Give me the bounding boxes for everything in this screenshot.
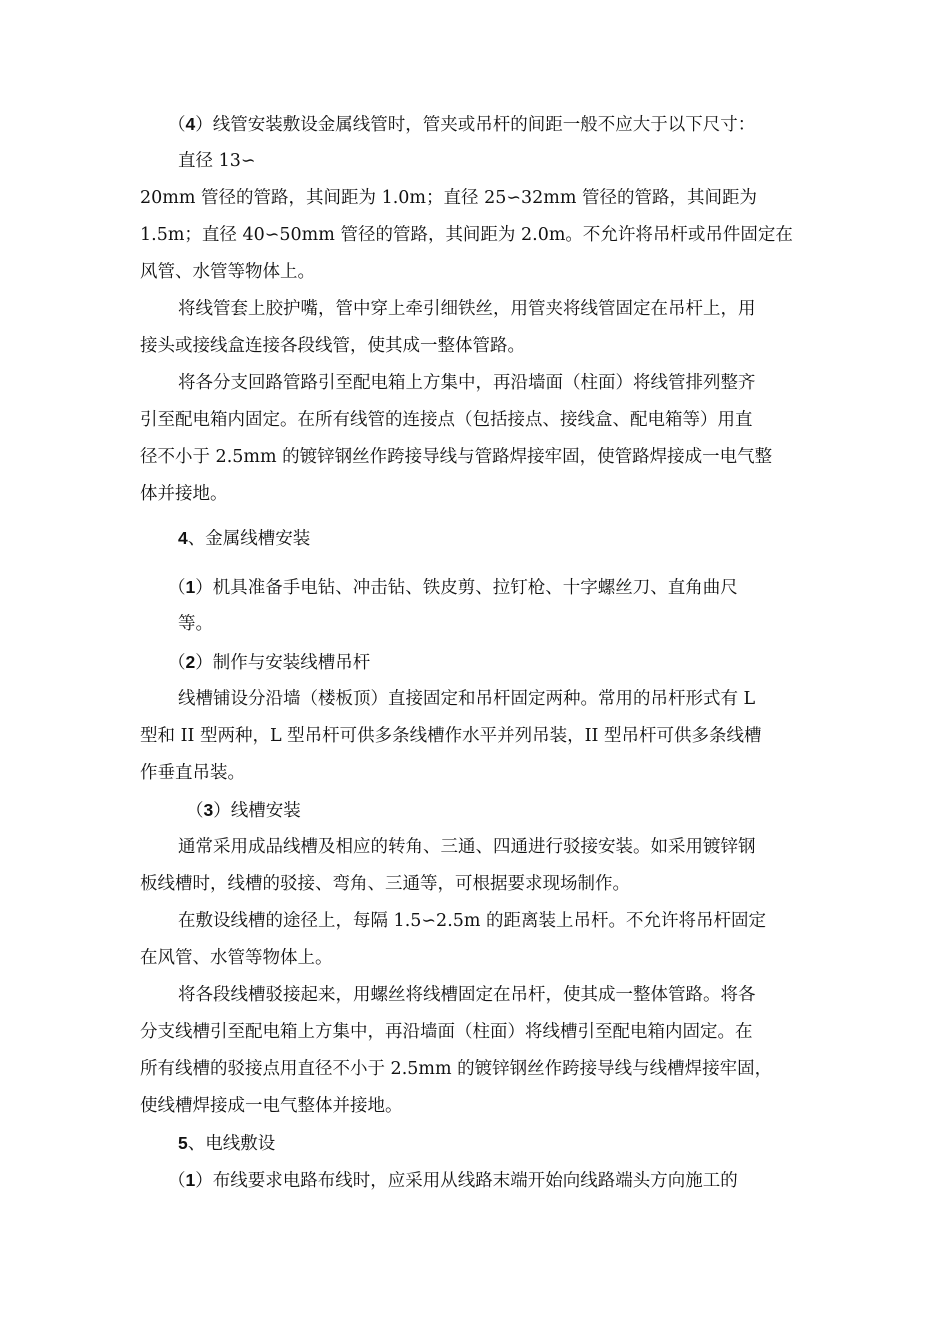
paragraph-line: 所有线槽的驳接点用直径不小于 2.5mm 的镀锌钢丝作跨接导线与线槽焊接牢固，	[140, 1059, 773, 1079]
item-number: 1	[185, 1170, 196, 1190]
item-4-heading	[168, 112, 755, 137]
paragraph-line: 接头或接线盒连接各段线管，使其成一整体管路。	[140, 336, 525, 356]
item-number: 2	[185, 652, 196, 672]
item-1-heading	[168, 1168, 738, 1193]
paragraph-line: 线槽铺设分沿墙（楼板顶）直接固定和吊杆固定两种。常用的吊杆形式有 L	[178, 689, 756, 709]
item-number: 4	[185, 114, 196, 134]
paren-open: （	[168, 115, 186, 135]
paragraph-line: 1.5m；直径 40∽50mm 管径的管路，其间距为 2.0m。不允许将吊杆或吊件固定在	[140, 225, 793, 245]
paragraph-line: 体并接地。	[140, 484, 228, 504]
section-number: 5	[178, 1133, 188, 1153]
item-number: 3	[203, 800, 214, 820]
paragraph-line: 通常采用成品线槽及相应的转角、三通、四通进行驳接安装。如采用镀锌钢	[178, 837, 756, 857]
paragraph-line: 板线槽时，线槽的驳接、弯角、三通等，可根据要求现场制作。	[140, 874, 630, 894]
section-4-heading	[178, 526, 310, 551]
section-title: 、电线敷设	[187, 1134, 276, 1154]
paragraph-line: 将各分支回路管路引至配电箱上方集中，再沿墙面（柱面）将线管排列整齐	[178, 373, 756, 393]
item-text: ）线管安装敷设金属线管时，管夹或吊杆的间距一般不应大于以下尺寸：	[195, 115, 756, 135]
item-text: ）制作与安装线槽吊杆	[195, 653, 371, 673]
item-text: ）线槽安装	[213, 801, 301, 821]
paragraph-line: 风管、水管等物体上。	[140, 262, 315, 282]
section-5-heading	[178, 1131, 275, 1156]
item-3-heading	[186, 798, 301, 823]
section-title: 、金属线槽安装	[187, 529, 311, 549]
paren-open: （	[168, 1171, 186, 1191]
item-text: ）机具准备手电钻、冲击钻、铁皮剪、拉钉枪、十字螺丝刀、直角曲尺	[195, 578, 738, 598]
item-number: 1	[185, 577, 196, 597]
paragraph-line: 等。	[178, 614, 213, 634]
paragraph-line: 20mm 管径的管路，其间距为 1.0m；直径 25∽32mm 管径的管路，其间距为	[140, 188, 758, 208]
paragraph-line: 将各段线槽驳接起来，用螺丝将线槽固定在吊杆，使其成一整体管路。将各	[178, 985, 756, 1005]
paragraph-line: 使线槽焊接成一电气整体并接地。	[140, 1096, 403, 1116]
section-number: 4	[178, 528, 188, 548]
paragraph-line: 引至配电箱内固定。在所有线管的连接点（包括接点、接线盒、配电箱等）用直	[140, 410, 753, 430]
item-1-heading	[168, 575, 738, 600]
item-2-heading	[168, 650, 370, 675]
paragraph-line: 径不小于 2.5mm 的镀锌钢丝作跨接导线与管路焊接牢固，使管路焊接成一电气整	[140, 447, 773, 467]
paragraph-line: 分支线槽引至配电箱上方集中，再沿墙面（柱面）将线槽引至配电箱内固定。在	[140, 1022, 753, 1042]
item-text: ）布线要求电路布线时，应采用从线路末端开始向线路端头方向施工的	[195, 1171, 738, 1191]
paren-open: （	[168, 578, 186, 598]
paragraph-line: 直径 13∽	[178, 151, 256, 171]
paren-open: （	[186, 801, 204, 821]
paragraph-line: 型和 II 型两种，L 型吊杆可供多条线槽作水平并列吊装，II 型吊杆可供多条线槽	[140, 726, 762, 746]
paragraph-line: 在风管、水管等物体上。	[140, 948, 333, 968]
paragraph-line: 作垂直吊装。	[140, 763, 245, 783]
paren-open: （	[168, 653, 186, 673]
paragraph-line: 在敷设线槽的途径上，每隔 1.5∽2.5m 的距离装上吊杆。不允许将吊杆固定	[178, 911, 767, 931]
paragraph-line: 将线管套上胶护嘴，管中穿上牵引细铁丝，用管夹将线管固定在吊杆上，用	[178, 299, 756, 319]
